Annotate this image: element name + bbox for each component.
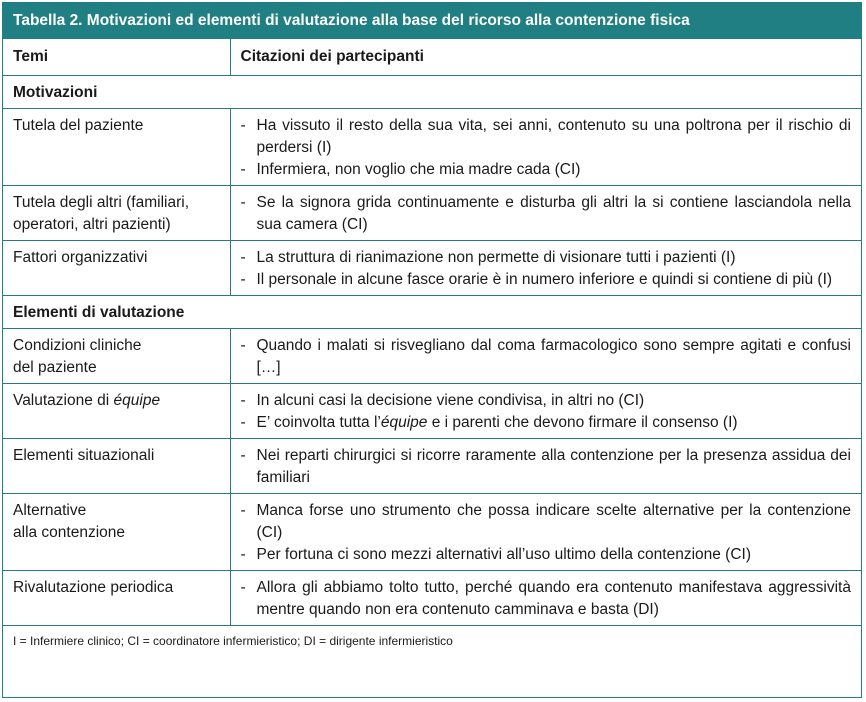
table-row xyxy=(3,241,861,296)
header-row xyxy=(3,39,861,76)
theme-text-italic: équipe xyxy=(113,392,161,409)
table-footnote: I = Infermiere clinico; CI = coordinatore infermieristico; DI = dirigente infermieristico xyxy=(13,634,453,648)
theme-line: operatori, altri pazienti) xyxy=(13,216,171,233)
table-row xyxy=(3,494,861,571)
section-title: Motivazioni xyxy=(3,76,861,109)
quotes-cell xyxy=(230,329,861,384)
theme-line: Tutela del paziente xyxy=(13,117,144,134)
quotes-cell xyxy=(230,384,861,439)
quote-item: - Quando i malati si risvegliano dal coma farmacologico sono sempre agitati e confusi […] xyxy=(239,335,852,379)
quote-item: - La struttura di rianimazione non permette di visionare tutti i pazienti (I) xyxy=(239,247,852,269)
quote-text-italic: équipe xyxy=(380,414,428,431)
theme-line: alla contenzione xyxy=(13,524,126,541)
table-row xyxy=(3,384,861,439)
theme-cell xyxy=(3,329,230,384)
theme-line: Tutela degli altri (familiari, xyxy=(13,194,190,211)
section-row-motivazioni xyxy=(3,76,861,109)
quote-item: - Ha vissuto il resto della sua vita, sei anni, contenuto su una poltrona per il rischio di perdersi (I) xyxy=(239,115,852,159)
table-title: Tabella 2. Motivazioni ed elementi di valutazione alla base del ricorso alla contenzione fisica xyxy=(3,3,861,39)
header-quotes: Citazioni dei partecipanti xyxy=(230,39,861,76)
theme-cell xyxy=(3,186,230,241)
theme-line: Alternative xyxy=(13,502,87,519)
theme-line: Rivalutazione periodica xyxy=(13,579,174,596)
quotes-cell xyxy=(230,241,861,296)
quote-item: - Infermiera, non voglio che mia madre cada (CI) xyxy=(239,159,852,181)
theme-cell xyxy=(3,241,230,296)
theme-cell xyxy=(3,439,230,494)
theme-cell xyxy=(3,494,230,571)
quote-text: e i parenti che devono firmare il consenso (I) xyxy=(427,414,738,431)
quote-item xyxy=(239,390,852,412)
theme-cell xyxy=(3,109,230,186)
quote-text: In alcuni casi la decisione viene condivisa, in altri no (CI) xyxy=(256,392,645,409)
citations-table xyxy=(3,39,861,626)
quote-item: - Allora gli abbiamo tolto tutto, perché quando era contenuto manifestava aggressività mentre quando non era contenuto camminava e basta (DI) xyxy=(239,577,852,621)
section-row-elementi xyxy=(3,296,861,329)
quote-item: - Manca forse uno strumento che possa indicare scelte alternative per la contenzione (CI) xyxy=(239,500,852,544)
theme-cell xyxy=(3,571,230,626)
quote-item: - Se la signora grida continuamente e disturba gli altri la si contiene lasciandola nella sua camera (CI) xyxy=(239,192,852,236)
quote-item: - Il personale in alcune fasce orarie è in numero inferiore e quindi si contiene di più (I) xyxy=(239,269,852,291)
quote-item: - Nei reparti chirurgici si ricorre raramente alla contenzione per la presenza assidua dei familiari xyxy=(239,445,852,489)
theme-line: Condizioni cliniche xyxy=(13,337,142,354)
quotes-cell xyxy=(230,494,861,571)
quotes-cell xyxy=(230,571,861,626)
theme-text: Valutazione di xyxy=(13,392,114,409)
theme-line: Fattori organizzativi xyxy=(13,249,148,266)
quote-text: E’ coinvolta tutta l’ xyxy=(256,414,381,431)
theme-cell xyxy=(3,384,230,439)
table-container xyxy=(2,2,862,698)
section-title: Elementi di valutazione xyxy=(3,296,861,329)
table-row xyxy=(3,571,861,626)
quotes-cell xyxy=(230,109,861,186)
theme-line: Elementi situazionali xyxy=(13,447,155,464)
theme-line: del paziente xyxy=(13,359,97,376)
quote-item xyxy=(239,412,852,434)
quotes-cell xyxy=(230,186,861,241)
quote-item: - Per fortuna ci sono mezzi alternativi all’uso ultimo della contenzione (CI) xyxy=(239,544,852,566)
quotes-cell xyxy=(230,439,861,494)
table-row xyxy=(3,329,861,384)
table-row xyxy=(3,186,861,241)
table-row xyxy=(3,109,861,186)
header-themes: Temi xyxy=(3,39,230,76)
table-row xyxy=(3,439,861,494)
